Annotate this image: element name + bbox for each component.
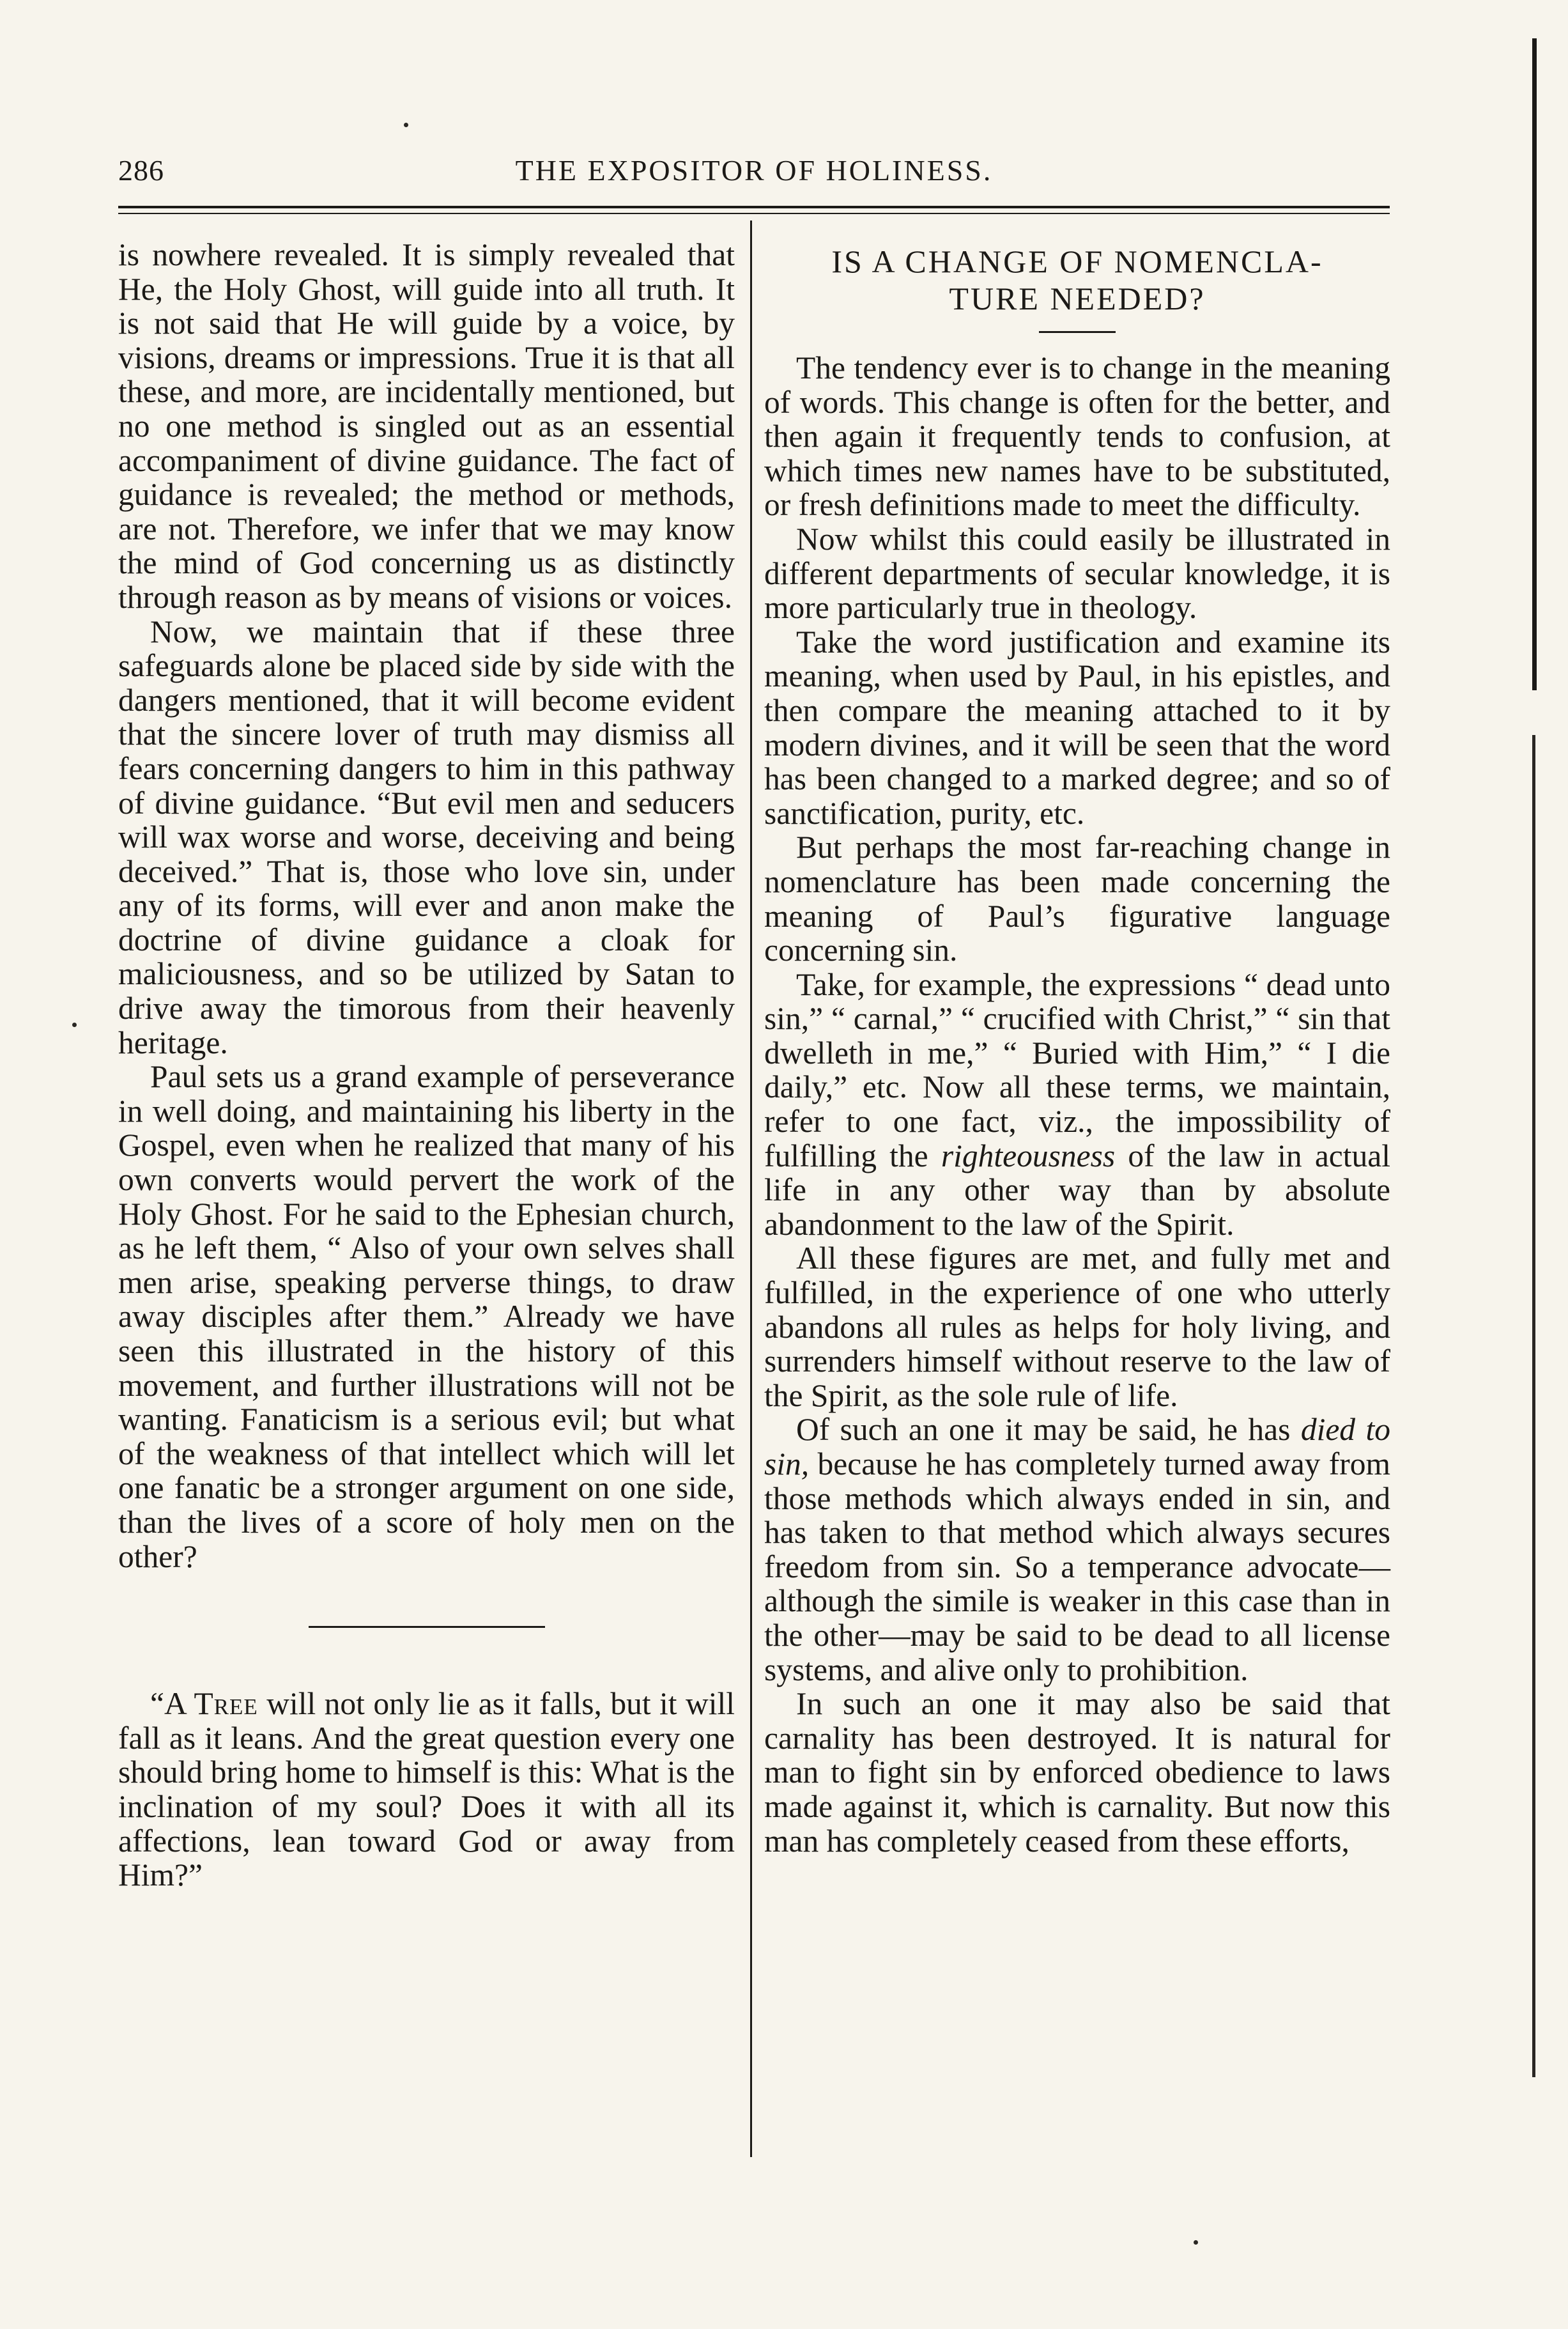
header-rule-thin: [118, 213, 1390, 214]
column-divider: [750, 221, 752, 2157]
text-run: of the law in actual life in any other way than by absolute abandonment to the law of the Spirit.: [764, 1138, 1390, 1242]
paragraph: All these figures are met, and fully met and fulfilled, in the experience of one who utterly abandons all rules as helps for holy living, and surrenders himself without reserve to the law of the Spirit, as the sole rule of life.: [764, 1241, 1390, 1413]
article-title-line: IS A CHANGE OF NOMENCLA-: [831, 244, 1323, 279]
text-run: Of such an one it may be said, he has: [796, 1412, 1301, 1448]
paragraph: Paul sets us a grand example of perseverance in well doing, and maintaining his liberty in the Gospel, even when he realized that many of his own converts would pervert the work of the Holy Ghost. For he said to the Ephesian church, as he left them, “ Also of your own selves shall men arise, speaking perverse things, to draw away disciples after them.” Already we have seen this illustrated in the history of this movement, and further illustrations will not be wanting. Fanaticism is a serious evil; but what of the weakness of that intellect which will let one fanatic be a stronger argument on one side, than the lives of a score of holy men on the other?: [118, 1059, 735, 1574]
emphasis: died to sin,: [764, 1412, 1390, 1482]
quote-paragraph: [118, 1687, 735, 1892]
paragraph: In such an one it may also be said that carnality has been destroyed. It is natural for man to fight sin by enforced obedience to laws made against it, which is carnality. But now this man has completely ceased from these efforts,: [764, 1686, 1390, 1859]
quote-open: “A: [150, 1686, 194, 1722]
emphasis: righteousness: [941, 1138, 1116, 1173]
print-speck: [72, 1023, 77, 1027]
article-title: [764, 243, 1390, 317]
paragraph: [764, 968, 1390, 1242]
page-edge-shadow-lower: [1532, 735, 1535, 2077]
article-title-line: TURE NEEDED?: [949, 281, 1206, 316]
header-rule-thick: [118, 206, 1390, 208]
page-number: 286: [118, 154, 164, 187]
paragraph: [764, 1412, 1390, 1687]
paragraph: Take the word justification and examine its meaning, when used by Paul, in his epistles, and then compare the meaning attached to it by modern divines, and it will be seen that the word has been changed to a marked degree; and so of sanctification, purity, etc.: [764, 624, 1390, 831]
page-header: [118, 153, 1390, 192]
paragraph: The tendency ever is to change in the meaning of words. This change is often for the better, and then again it frequently tends to confusion, at which times new names have to be substituted, or fresh definitions made to meet the difficulty.: [764, 350, 1390, 523]
text-run: because he has completely turned away from those methods which always ended in sin, and has taken to that method which always secures freedom from sin. So a temperance advocate—although the simile is weaker in this case than in the other—may be said to be dead to all license systems, and alive only to prohibition.: [764, 1446, 1390, 1687]
left-column: [118, 238, 735, 1892]
text-run: Take, for example, the expressions “ dead unto sin,” “ carnal,” “ crucified with Christ,” “ sin that dwelleth in me,” “ Buried with Him,” “ I die daily,” etc. Now all these terms, we maintain, refer to one fact, viz., the impossibility of fulfilling the: [764, 966, 1390, 1173]
running-title: THE EXPOSITOR OF HOLINESS.: [515, 154, 993, 187]
paragraph: But perhaps the most far-reaching change in nomenclature has been made concerning the meaning of Paul’s figurative language concerning sin.: [764, 830, 1390, 968]
right-column: [764, 243, 1390, 1858]
paragraph: Now whilst this could easily be illustrated in different departments of secular knowledge, it is more particularly true in theology.: [764, 521, 1390, 626]
quote-small-caps: Tree: [194, 1686, 258, 1722]
paragraph: is nowhere revealed. It is simply revealed that He, the Holy Ghost, will guide into all truth. It is not said that He will guide by a voice, by visions, dreams or impressions. True it is that all these, and more, are incidentally mentioned, but no one method is singled out as an essential accompaniment of divine guidance. The fact of guidance is revealed; the method or methods, are not. Therefore, we infer that we may know the mind of God concerning us as distinctly through reason as by means of visions or voices.: [118, 237, 735, 615]
quote-text: will not only lie as it falls, but it will fall as it leans. And the great question every one should bring home to himself is this: What is the inclination of my soul? Does it with all its affections, lean toward God or away from Him?”: [118, 1686, 735, 1893]
print-speck: [1194, 2240, 1198, 2245]
print-speck: [404, 123, 408, 127]
page-edge-shadow: [1532, 38, 1537, 690]
section-separator: [309, 1626, 545, 1628]
paragraph: Now, we maintain that if these three safeguards alone be placed side by side with the dangers mentioned, that it will become evident that the sincere lover of truth may dismiss all fears concerning dangers to him in this pathway of divine guidance. “But evil men and seducers will wax worse and worse, deceiving and being deceived.” That is, those who love sin, under any of its forms, will ever and anon make the doctrine of divine guidance a cloak for maliciousness, and so be utilized by Satan to drive away the timorous from their heavenly heritage.: [118, 614, 735, 1060]
title-rule: [1039, 331, 1116, 333]
